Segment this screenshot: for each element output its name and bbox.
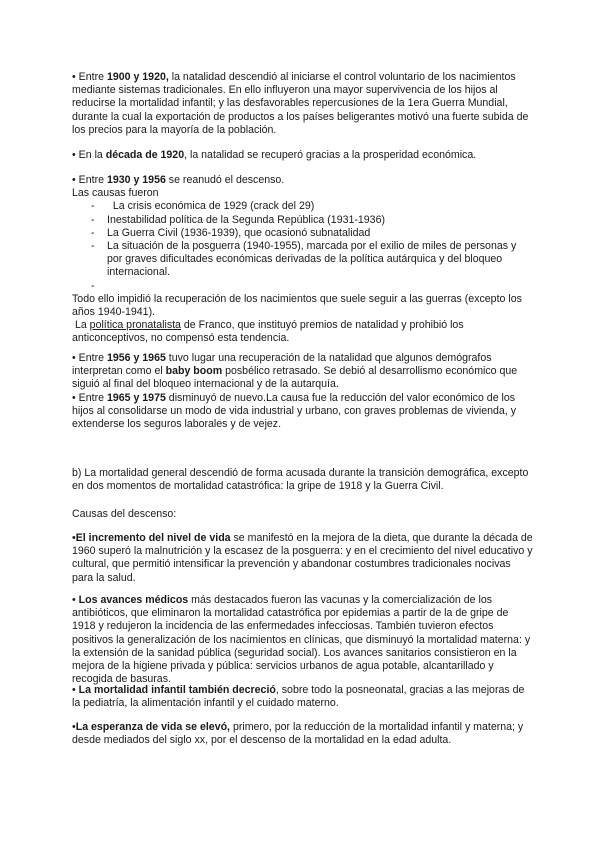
term-bold: La mortalidad infantil también decreció <box>75 684 276 696</box>
bullet: • <box>72 352 76 364</box>
period-bold: 1956 y 1965 <box>106 352 166 364</box>
text: Entre <box>75 392 107 404</box>
list-item <box>72 200 534 213</box>
list-item <box>72 240 534 280</box>
paragraph-1930-1956 <box>72 174 534 345</box>
bullet: • <box>72 174 76 186</box>
dash-marker: - <box>91 279 95 292</box>
paragraph-text: Causas del descenso: <box>72 508 177 520</box>
text: se reanudó el descenso. <box>165 174 285 186</box>
list-item-text: La crisis económica de 1929 (crack del 29) <box>107 200 315 213</box>
mortality-intro <box>72 467 534 493</box>
underlined-term: política pronatalista <box>89 319 181 332</box>
list-item-text: La situación de la posguerra (1940-1955), marcada por el exilio de miles de personas y por graves dificultades económicas derivadas de la política autárquica y del bloqueo internacional. <box>107 240 517 279</box>
text: la natalidad descendió al iniciarse el control voluntario de los nacimientos mediante sistemas tradicionales. En ello influyeron una mayor supervivencia de los hijos al reducirse la mortalidad infantil; y las desfavorables repercusiones de la 1era Guerra Mundial, durante la cual la exportación de productos a los países beligerantes motivó una fuerte subida de los precios para la mayoría de la población. <box>72 71 529 136</box>
list-item-text: Inestabilidad política de la Segunda República (1931-1936) <box>107 213 385 226</box>
bullet: • <box>72 594 76 606</box>
dash-marker: - <box>91 200 95 213</box>
list-item-text: La Guerra Civil (1936-1939), que ocasionó subnatalidad <box>107 226 371 239</box>
paragraph-avances-medicos <box>72 594 534 686</box>
period-bold: década de 1920 <box>105 149 185 161</box>
term-bold: La esperanza de vida se elevó, <box>75 721 230 733</box>
text: , la natalidad se recuperó gracias a la prosperidad económica. <box>184 149 477 161</box>
list-item <box>72 227 534 240</box>
paragraph-text: Todo ello impidió la recuperación de los nacimientos que suele seguir a las guerras (excepto los años 1940-1941). <box>72 292 522 318</box>
text: Entre <box>75 352 107 364</box>
dash-marker: - <box>91 226 95 239</box>
causes-label: Las causas fueron <box>72 187 159 200</box>
baby-boom-bold: baby boom <box>165 365 223 378</box>
bullet: • <box>72 71 76 83</box>
paragraph-1956-1965 <box>72 352 534 392</box>
list-item <box>72 280 534 293</box>
paragraph-text: b) La mortalidad general descendió de forma acusada durante la transición demográfica, excepto en dos momentos de mortalidad catastrófica: la gripe de 1918 y la Guerra Civil. <box>72 467 529 493</box>
text: Entre <box>75 174 107 186</box>
paragraph-1900-1920 <box>72 71 534 137</box>
bullet: • <box>72 532 76 544</box>
paragraph-nivel-de-vida <box>72 532 534 585</box>
paragraph-mortalidad-infantil <box>72 684 534 710</box>
period-bold: 1900 y 1920, <box>106 71 169 83</box>
text: Entre <box>75 71 107 83</box>
bullet: • <box>72 392 76 404</box>
text: En la <box>75 149 106 161</box>
term-bold: El incremento del nivel de vida <box>75 532 231 544</box>
text: La <box>72 319 90 332</box>
text: , sobre todo la posneonatal, gracias a las mejoras de la pediatría, la alimentación infantil y el cuidado materno. <box>72 684 525 710</box>
causes-list <box>72 200 534 292</box>
bullet: • <box>72 721 76 733</box>
text: más destacados fueron las vacunas y la comercialización de los antibióticos, que eliminaron la mortalidad catastrófica por epidemias a partir de la de gripe de 1918 y redujeron la incidencia de las enfermedades infecciosas. También tuvieron efectos positivos la generalización de los nacimientos en clínicas, que disminuyó la mortalidad materna: y la extensión de la sanidad pública (seguridad social). Los avances sanitarios consistieron en la mejora de la higiene privada y pública: servicios urbanos de agua potable, alcantarillado y recogida de basuras. <box>72 594 531 686</box>
text: primero, por la reducción de la mortalidad infantil y materna; y desde mediados del siglo xx, por el descenso de la mortalidad en la edad adulta. <box>72 721 524 747</box>
text: de Franco, que instituyó premios de natalidad y prohibió los anticonceptivos, no compensó esta tendencia. <box>72 319 464 345</box>
paragraph-esperanza-de-vida <box>72 721 534 747</box>
term-bold: Los avances médicos <box>75 594 189 606</box>
text: se manifestó en la mejora de la dieta, que durante la década de 1960 superó la malnutrición y la escasez de la posguerra: y en el crecimiento del nivel educativo y cultural, que permitió intensificar la prevención y abandonar costumbres tradicionales nocivas para la salud. <box>72 532 533 584</box>
dash-marker: - <box>91 240 95 253</box>
period-bold: 1965 y 1975 <box>106 392 166 404</box>
bullet: • <box>72 684 76 696</box>
text: tuvo lugar una recuperación de la natalidad que algunos demógrafos interpretan como el <box>72 352 492 378</box>
text: posbélico retrasado. Se debió al desarrollismo económico que siguió al final del bloqueo internacional y de la autarquía. <box>72 365 518 391</box>
paragraph-1965-1975 <box>72 392 534 432</box>
bullet: • <box>72 149 76 161</box>
dash-marker: - <box>91 213 95 226</box>
text: disminuyó de nuevo.La causa fue la reducción del valor económico de los hijos al consolidarse un modo de vida industrial y urbano, con graves problemas de vivienda, y extenderse los seguros laborales y de vejez. <box>72 392 517 431</box>
period-bold: 1930 y 1956 <box>106 174 166 186</box>
causes-heading <box>72 508 534 521</box>
list-item <box>72 214 534 227</box>
paragraph-1920s <box>72 149 534 162</box>
